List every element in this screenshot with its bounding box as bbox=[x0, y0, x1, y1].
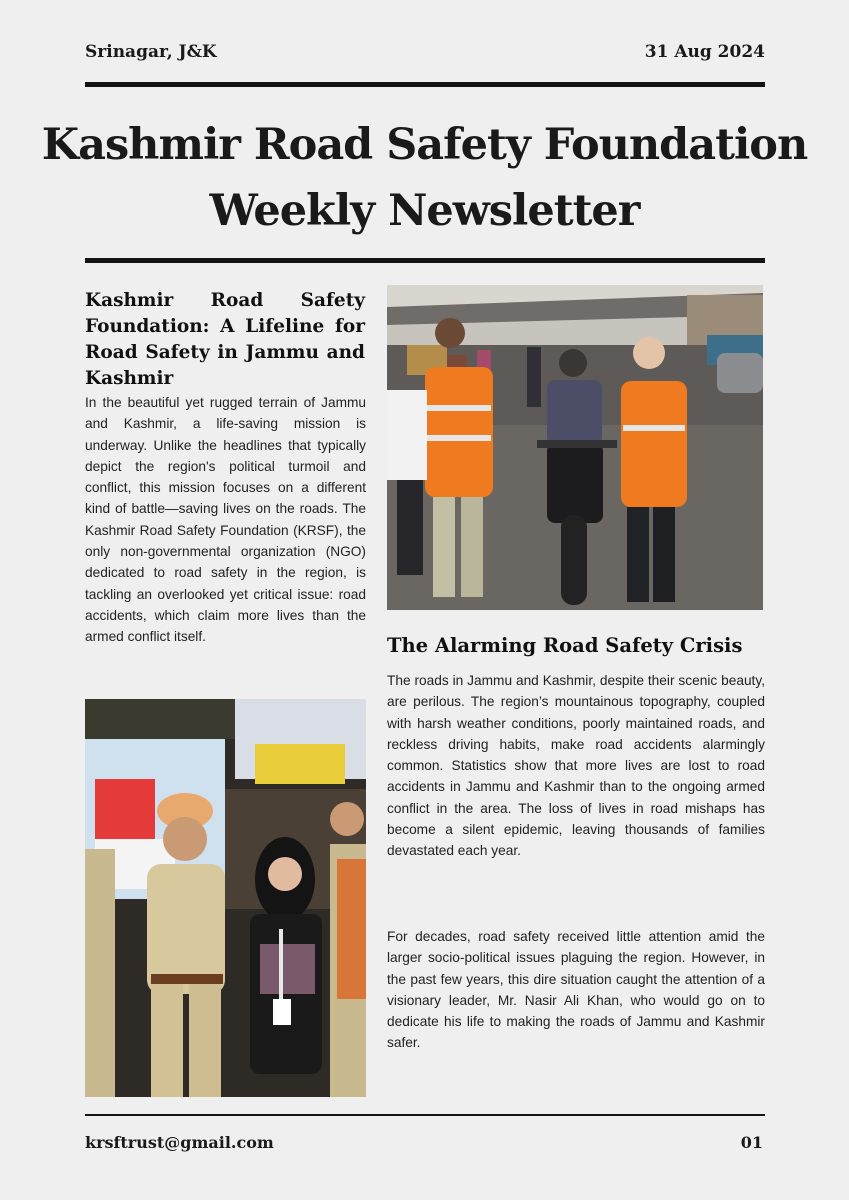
article1-heading: Kashmir Road Safety Foundation: A Lifeline for Road Safety in Jammu and Kashmir bbox=[85, 290, 365, 389]
article2-paragraph-2: For decades, road safety received little attention amid the larger socio-political issues plaguing the region. However, in the past few years, this dire situation caught the attention of a visionary leader, Mr. Nasir Ali Khan, who would go on to dedicate his life to making the roads of Jammu and Kashmir safer. bbox=[387, 929, 765, 1051]
article2-paragraph-1: The roads in Jammu and Kashmir, despite their scenic beauty, are perilous. The region’s mountainous topography, coupled with harsh weather conditions, poorly maintained roads, and reckless driving habits, make road accidents alarmingly common. Statistics show that more lives are lost to road accidents in Jammu and Kashmir than to the ongoing armed conflict in the area. The loss of lives in road mishaps has become a silent epidemic, leaving thousands of families devastated each year. bbox=[387, 673, 765, 859]
newsletter-title bbox=[20, 112, 829, 244]
title-line-1: Kashmir Road Safety Foundation bbox=[41, 120, 808, 170]
header-divider bbox=[85, 82, 765, 87]
location-label: Srinagar, J&K bbox=[85, 42, 217, 62]
road-safety-volunteers-photo bbox=[387, 285, 763, 610]
article1-body: In the beautiful yet rugged terrain of Jammu and Kashmir, a life-saving mission is underway. Unlike the headlines that typically depict the region's political turmoil and conflict, this mission focuses on a different kind of battle—saving lives on the roads. The Kashmir Road Safety Foundation (KRSF), the only non-governmental organization (NGO) dedicated to road safety in the region, is tackling an overlooked yet critical issue: road accidents, which claim more lives than the armed conflict itself. bbox=[85, 395, 366, 645]
title-divider bbox=[85, 258, 765, 263]
contact-email: krsftrust@gmail.com bbox=[85, 1133, 274, 1152]
title-line-2: Weekly Newsletter bbox=[209, 186, 640, 236]
page-number: 01 bbox=[740, 1133, 763, 1152]
officers-event-photo bbox=[85, 699, 366, 1097]
date-label: 31 Aug 2024 bbox=[644, 42, 765, 62]
article2-heading: The Alarming Road Safety Crisis bbox=[387, 634, 743, 657]
footer-divider bbox=[85, 1114, 765, 1116]
